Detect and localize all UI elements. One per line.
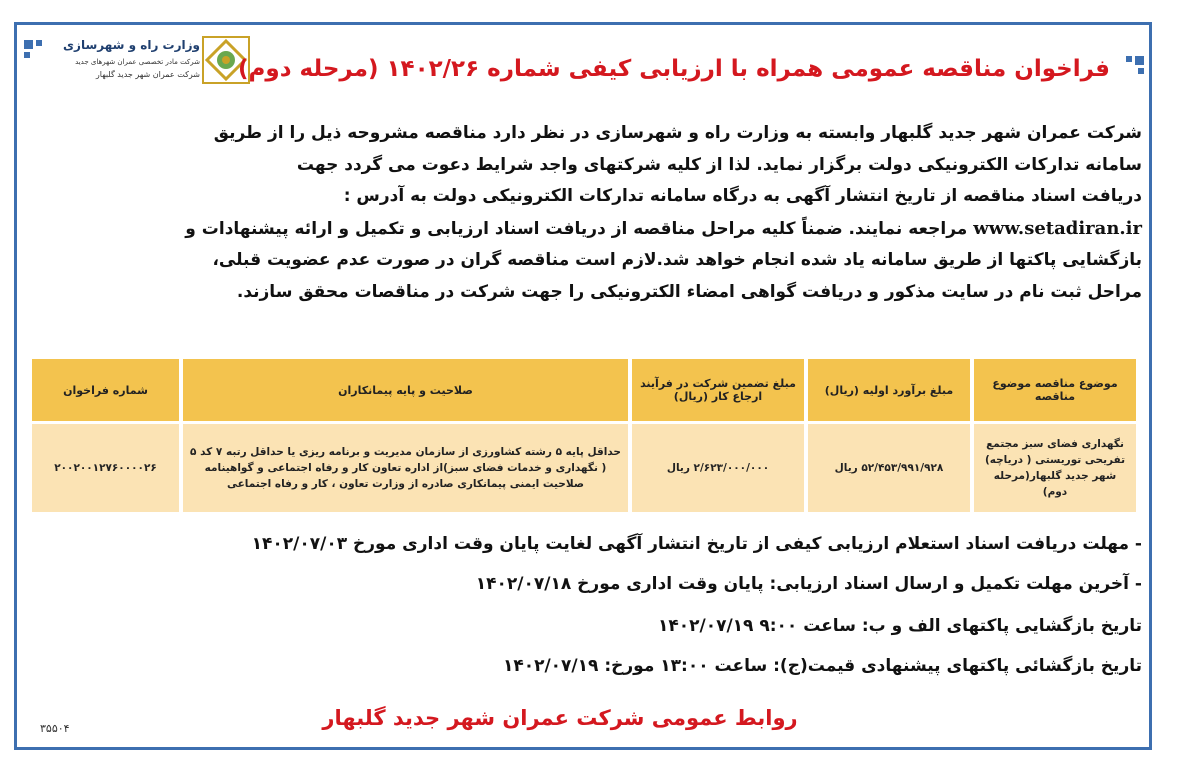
body-line: شرکت عمران شهر جدید گلبهار وابسته به وزارت راه و شهرسازی در نظر دارد مناقصه مشروحه ذیل را از طریق bbox=[213, 123, 1142, 143]
cell-subject: نگهداری فضای سبز مجتمع تفریحی توریستی ( دریاچه) شهر جدید گلبهار(مرحله دوم) bbox=[974, 424, 1136, 512]
ad-body bbox=[36, 118, 1142, 308]
corner-ornament-top-right bbox=[1118, 56, 1144, 82]
ministry-logo bbox=[42, 32, 262, 102]
ad-code: ۳۵۵۰۴ bbox=[40, 722, 70, 735]
body-line: بازگشایی پاکتها از طریق سامانه یاد شده انجام خواهد شد.لازم است مناقصه گران در صورت عدم عضویت قبلی، bbox=[212, 250, 1142, 270]
cell-estimate: ۵۲/۴۵۳/۹۹۱/۹۲۸ ریال bbox=[808, 424, 970, 512]
body-line: مراحل ثبت نام در سایت مذکور و دریافت گواهی امضاء الکترونیکی را جهت شرکت در مناقصات محقق سازند. bbox=[236, 281, 1142, 302]
logo-org-name: شرکت مادر تخصصی عمران شهرهای جدید bbox=[75, 58, 200, 66]
body-line: دریافت اسناد مناقصه از تاریخ انتشار آگهی به درگاه سامانه تدارکات الکترونیکی دولت به آدرس : bbox=[343, 186, 1142, 206]
deadline-item: - آخرین مهلت تکمیل و ارسال اسناد ارزیابی: پایان وقت اداری مورخ ۱۴۰۲/۰۷/۱۸ bbox=[475, 574, 1142, 594]
public-relations-signature: روابط عمومی شرکت عمران شهر جدید گلبهار bbox=[322, 706, 798, 730]
logo-ministry-name: وزارت راه و شهرسازی bbox=[63, 38, 200, 52]
logo-company-name: شرکت عمران شهر جدید گلبهار bbox=[95, 70, 200, 79]
cell-call-number: ۲۰۰۲۰۰۱۲۷۶۰۰۰۰۲۶ bbox=[32, 424, 179, 512]
cell-guarantee: ۲/۶۲۳/۰۰۰/۰۰۰ ریال bbox=[632, 424, 804, 512]
cell-qualification: حداقل پایه ۵ رشته کشاورزی از سازمان مدیریت و برنامه ریزی یا حداقل رتبه ۷ کد ۵ ( نگهداری و خدمات فضای سبز)از اداره تعاون کار و رفاه اجتماعی و گواهینامه صلاحیت ایمنی پیمانکاری صادره از وزارت تعاون ، کار و رفاه اجتماعی bbox=[183, 424, 628, 512]
deadline-item: - مهلت دریافت اسناد استعلام ارزیابی کیفی از تاریخ انتشار آگهی لغایت پایان وقت اداری مورخ ۱۴۰۲/۰۷/۰۳ bbox=[251, 534, 1142, 554]
deadline-item: تاریخ بازگشائی پاکتهای پیشنهادی قیمت(ج): ساعت ۱۳:۰۰ مورخ: ۱۴۰۲/۰۷/۱۹ bbox=[502, 656, 1142, 676]
body-line-with-url bbox=[36, 213, 1142, 246]
deadline-item: تاریخ بازگشایی پاکتهای الف و ب: ساعت ۹:۰۰ ۱۴۰۲/۰۷/۱۹ bbox=[657, 616, 1142, 636]
header-subject: موضوع مناقصه موضوع مناقصه bbox=[974, 359, 1136, 421]
body-line-rest: مراجعه نمایند. ضمناً کلیه مراحل مناقصه از دریافت اسناد ارزیابی و تکمیل و ارائه پیشنهادات و bbox=[185, 218, 968, 239]
tender-table bbox=[28, 356, 1140, 515]
table-header-row bbox=[32, 359, 1136, 421]
ad-title: فراخوان مناقصه عمومی همراه با ارزیابی کیفی شماره ۱۴۰۲/۲۶ (مرحله دوم) bbox=[238, 56, 1110, 82]
header-guarantee: مبلغ تضمین شرکت در فرآیند ارجاع کار (ریال) bbox=[632, 359, 804, 421]
table-row bbox=[32, 424, 1136, 512]
body-line: سامانه تدارکات الکترونیکی دولت برگزار نماید. لذا از کلیه شرکتهای واجد شرایط دعوت می گردد جهت bbox=[296, 154, 1142, 175]
header-estimate: مبلغ برآورد اولیه (ریال) bbox=[808, 359, 970, 421]
header-call-number: شماره فراخوان bbox=[32, 359, 179, 421]
header-qualification: صلاحیت و پایه پیمانکاران bbox=[183, 359, 628, 421]
setadiran-url[interactable]: www.setadiran.ir bbox=[973, 217, 1142, 239]
